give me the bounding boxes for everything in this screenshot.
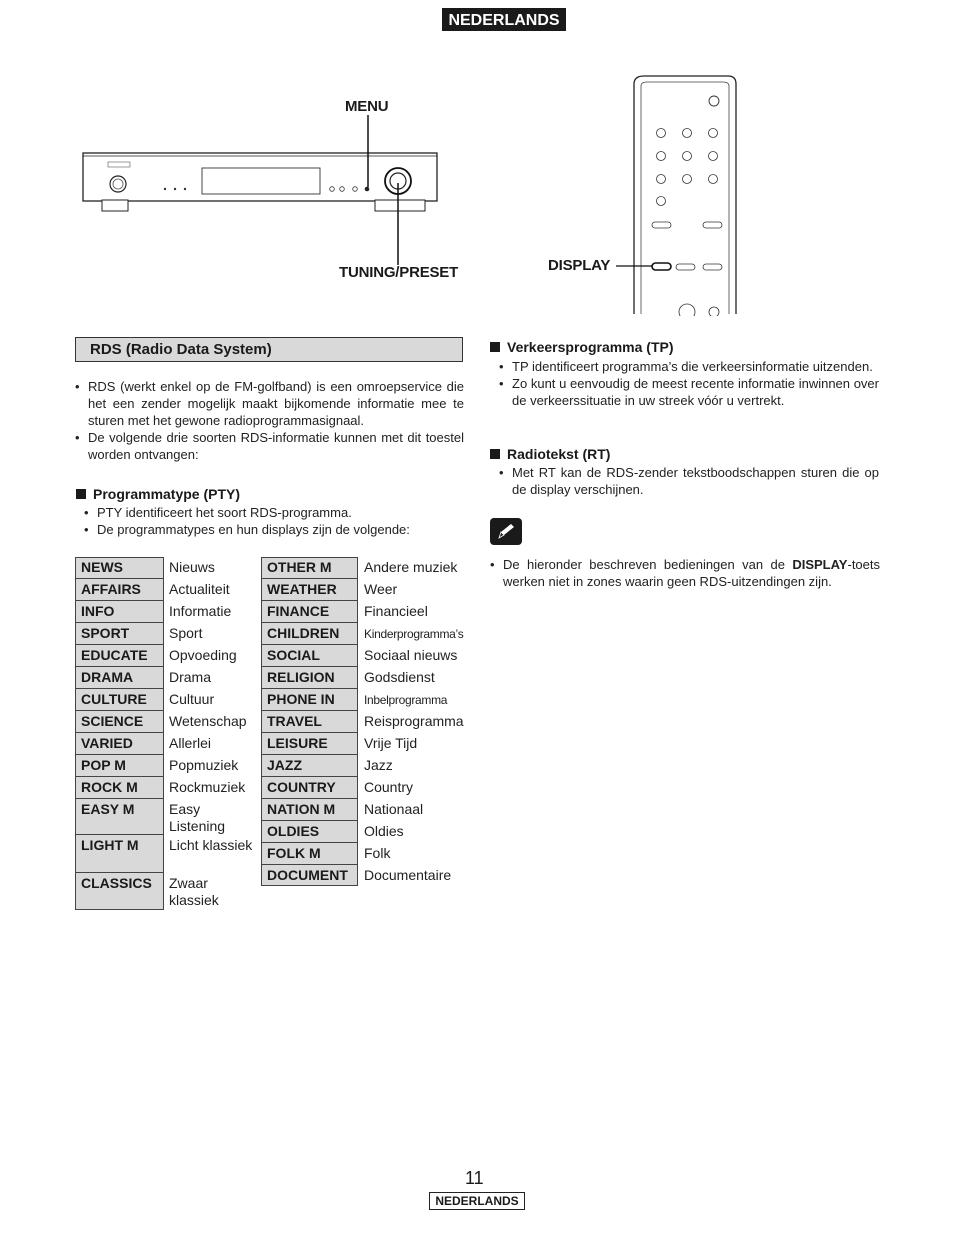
- pty-code: LIGHT M: [75, 835, 163, 873]
- pty-code: NEWS: [75, 557, 163, 579]
- pty-description: Inbelprogramma: [364, 693, 448, 707]
- table-border: [163, 557, 164, 910]
- pty-code: DOCUMENT: [261, 865, 357, 886]
- rds-section-title: RDS (Radio Data System): [75, 337, 463, 362]
- pencil-icon: [490, 518, 522, 545]
- footer-language-label: NEDERLANDS: [429, 1192, 525, 1210]
- tuning-preset-callout: TUNING/PRESET: [339, 264, 459, 281]
- pty-code: SOCIAL: [261, 645, 357, 667]
- page-number: 11: [465, 1168, 484, 1188]
- pty-code: RELIGION: [261, 667, 357, 689]
- pty-code: LEISURE: [261, 733, 357, 755]
- pty-code: JAZZ: [261, 755, 357, 777]
- square-bullet-icon: [490, 342, 500, 352]
- pty-description: Folk: [364, 845, 391, 861]
- remote-control-illustration: [612, 74, 740, 316]
- menu-callout: MENU: [345, 98, 389, 115]
- pty-code: EDUCATE: [75, 645, 163, 667]
- pty-code: EASY M: [75, 799, 163, 835]
- pty-description: Reisprogramma: [364, 713, 464, 729]
- pty-description: Nationaal: [364, 801, 424, 817]
- note-text: • De hieronder beschreven bedieningen van de DISPLAY-toets werken niet in zones waarin geen RDS-uitzendingen zijn.: [490, 557, 880, 589]
- pty-code: FOLK M: [261, 843, 357, 865]
- pty-description: Opvoeding: [169, 647, 237, 663]
- pty-description: Nieuws: [169, 559, 215, 575]
- pty-description: Documentaire: [364, 867, 452, 883]
- pty-code: SPORT: [75, 623, 163, 645]
- pty-heading: Programmatype (PTY): [76, 486, 240, 502]
- display-callout: DISPLAY: [548, 257, 611, 274]
- pty-bullets: [84, 504, 464, 538]
- pty-code: INFO: [75, 601, 163, 623]
- pty-code: SCIENCE: [75, 711, 163, 733]
- pty-description: Oldies: [364, 823, 404, 839]
- pty-description: Allerlei: [169, 735, 212, 751]
- pty-code: OLDIES: [261, 821, 357, 843]
- pty-description: Easy Listening: [169, 801, 226, 834]
- pty-code: DRAMA: [75, 667, 163, 689]
- pty-code: PHONE IN: [261, 689, 357, 711]
- pty-code: CLASSICS: [75, 873, 163, 910]
- tp-bullet: • TP identificeert programma’s die verkeersinformatie uitzenden.: [499, 359, 873, 374]
- pty-code: COUNTRY: [261, 777, 357, 799]
- table-border: [261, 557, 262, 886]
- pty-bullet: • PTY identificeert het soort RDS-programma.: [84, 505, 352, 520]
- pty-code: ROCK M: [75, 777, 163, 799]
- pty-description: Weer: [364, 581, 398, 597]
- pty-description: Sport: [169, 625, 203, 641]
- pty-description: Actualiteit: [169, 581, 230, 597]
- rds-intro: [75, 378, 464, 463]
- intro-bullet: • De volgende drie soorten RDS-informatie kunnen met dit toestel worden ontvangen:: [75, 430, 464, 462]
- pty-code: OTHER M: [261, 557, 357, 579]
- pty-code: WEATHER: [261, 579, 357, 601]
- pty-code: TRAVEL: [261, 711, 357, 733]
- square-bullet-icon: [76, 489, 86, 499]
- pty-description: Vrije Tijd: [364, 735, 418, 751]
- pty-description: Country: [364, 779, 414, 795]
- pty-description: Zwaar klassiek: [169, 875, 219, 908]
- table-border: [261, 557, 357, 558]
- pty-description: Jazz: [364, 757, 393, 773]
- rt-bullets: [499, 464, 879, 498]
- pty-description: Informatie: [169, 603, 232, 619]
- intro-bullet: • RDS (werkt enkel op de FM-golfband) is een omroepservice die het een zender mogelijk maakt bijkomende informatie mee te sturen met het gewone radioprogrammasignaal.: [75, 379, 464, 428]
- pty-code: CHILDREN: [261, 623, 357, 645]
- language-tab: NEDERLANDS: [442, 8, 566, 31]
- callout-lines: [360, 115, 410, 270]
- pty-code: CULTURE: [75, 689, 163, 711]
- table-border: [357, 557, 358, 886]
- display-key-label: DISPLAY: [792, 557, 848, 572]
- rt-bullet: • Met RT kan de RDS-zender tekstboodschappen sturen die op de display verschijnen.: [499, 465, 879, 497]
- pty-code: AFFAIRS: [75, 579, 163, 601]
- pty-description: Rockmuziek: [169, 779, 246, 795]
- pty-description: Godsdienst: [364, 669, 435, 685]
- tp-heading: Verkeersprogramma (TP): [490, 339, 674, 355]
- pty-description: Sociaal nieuws: [364, 647, 458, 663]
- tp-bullets: [499, 358, 879, 409]
- pty-description: Popmuziek: [169, 757, 239, 773]
- pty-description: Financieel: [364, 603, 428, 619]
- tp-bullet: • Zo kunt u eenvoudig de meest recente informatie inwinnen over de verkeerssituatie in uw streek vóór u vertrekt.: [499, 376, 879, 408]
- pty-description: Wetenschap: [169, 713, 247, 729]
- table-border: [75, 557, 76, 910]
- pty-bullet: • De programmatypes en hun displays zijn de volgende:: [84, 522, 410, 537]
- table-border: [75, 557, 163, 558]
- pty-description: Kinderprogramma’s: [364, 627, 464, 641]
- pty-description: Licht klassiek: [169, 837, 253, 853]
- pty-code: VARIED: [75, 733, 163, 755]
- pty-description: Andere muziek: [364, 559, 458, 575]
- rt-heading: Radiotekst (RT): [490, 446, 610, 462]
- pty-code: POP M: [75, 755, 163, 777]
- pty-code: FINANCE: [261, 601, 357, 623]
- pty-code: NATION M: [261, 799, 357, 821]
- pty-description: Drama: [169, 669, 212, 685]
- square-bullet-icon: [490, 449, 500, 459]
- pty-description: Cultuur: [169, 691, 215, 707]
